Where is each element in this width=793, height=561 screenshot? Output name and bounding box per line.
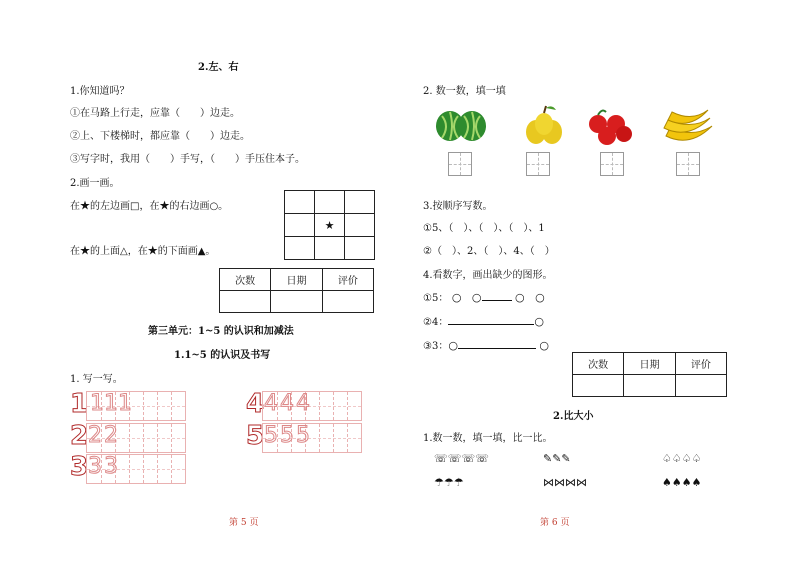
digit-trace: 4 — [264, 391, 278, 416]
eval-cell[interactable] — [271, 291, 322, 313]
q1-title: 1.你知道吗？ — [70, 86, 130, 97]
compare-q1: 1.数一数，填一填，比一比。 — [423, 433, 553, 444]
spade-outline-icon: ♤♤♤♤ — [662, 452, 702, 465]
left-eval-table — [219, 268, 374, 313]
grid-star: ★ — [315, 214, 345, 237]
digit-trace: 1 — [104, 391, 118, 416]
eval-header: 次数 — [573, 353, 624, 375]
umbrella-icon: ☂☂☂ — [434, 476, 464, 489]
eval-header: 日期 — [271, 269, 322, 291]
fruit-illustrations — [428, 104, 718, 148]
q2-line-1: 在★的左边画□，在★的右边画○。 — [70, 201, 229, 212]
q2-line-2: 在★的上面△，在★的下面画▲。 — [70, 246, 216, 257]
eval-cell[interactable] — [675, 375, 726, 397]
q1-item-3: ③写字时，我用（ ）手写，（ ）手压住本子。 — [70, 154, 305, 165]
r-q3-line-2: ②（ ）、2、（ ）、4、（ ） — [423, 246, 555, 257]
digit-model: 3 — [70, 452, 89, 482]
q1-item-2: ②上、下楼梯时，都应靠（ ）边走。 — [70, 131, 250, 142]
q4-row-3: ③3：○ ○ — [423, 339, 550, 352]
digit-trace: 1 — [118, 391, 132, 416]
digit-trace: 1 — [90, 391, 104, 416]
left-page-number: 第 5 页 — [229, 518, 259, 528]
right-page-number: 第 6 页 — [540, 518, 570, 528]
q2-title: 2.画一画。 — [70, 178, 120, 189]
r-q3-title: 3.按顺序写数。 — [423, 201, 493, 212]
q4-label: ②4： — [423, 317, 449, 328]
right-eval-table — [572, 352, 727, 397]
eval-header: 评价 — [675, 353, 726, 375]
q4-row-1: ①5： ○ ○ ○ ○ — [423, 291, 545, 304]
bowtie-icon: ⋈⋈⋈⋈ — [543, 476, 587, 489]
digit-trace: 5 — [280, 423, 294, 448]
grid-cell[interactable] — [285, 191, 315, 214]
answer-line[interactable] — [458, 338, 536, 349]
grid-cell[interactable] — [345, 191, 375, 214]
count-box[interactable] — [676, 152, 700, 176]
spade-icon: ♠♠♠♠ — [662, 476, 702, 489]
eval-cell[interactable] — [624, 375, 675, 397]
grid-cell[interactable] — [315, 237, 345, 260]
compare-title: 2.比大小 — [553, 411, 594, 422]
r-q3-line-1: ①5、（ ）、（ ）、（ ）、1 — [423, 223, 545, 234]
unit-title: 第三单元：1~5 的认识和加减法 — [148, 326, 294, 337]
count-box[interactable] — [526, 152, 550, 176]
count-box[interactable] — [600, 152, 624, 176]
banana-icon — [664, 110, 712, 140]
digit-model: 1 — [70, 389, 89, 419]
digit-model: 2 — [70, 421, 89, 451]
write-title: 1. 写一写。 — [70, 374, 123, 385]
eval-header: 日期 — [624, 353, 675, 375]
grid-cell[interactable] — [285, 237, 315, 260]
digit-trace: 2 — [88, 423, 102, 448]
q4-row-2: ②4： ○ — [423, 315, 544, 328]
digit-trace: 4 — [296, 391, 310, 416]
q1-item-1: ①在马路上行走，应靠（ ）边走。 — [70, 108, 240, 119]
eval-header: 次数 — [220, 269, 271, 291]
grid-cell[interactable] — [345, 237, 375, 260]
count-box[interactable] — [448, 152, 472, 176]
apple-icon — [589, 111, 632, 145]
eval-cell[interactable] — [322, 291, 373, 313]
section-title: 1.1~5 的认识及书写 — [174, 350, 271, 361]
answer-line[interactable] — [448, 314, 534, 325]
pear-icon — [526, 106, 562, 144]
digit-model: 4 — [246, 389, 265, 419]
eval-cell[interactable] — [220, 291, 271, 313]
draw-grid — [284, 190, 375, 260]
r-q4-title: 4.看数字，画出缺少的图形。 — [423, 270, 553, 281]
digit-trace: 3 — [88, 454, 102, 479]
pencil-icon: ✎✎✎ — [543, 452, 571, 465]
eval-header: 评价 — [322, 269, 373, 291]
grid-cell[interactable] — [315, 191, 345, 214]
answer-line[interactable] — [482, 290, 512, 301]
eval-cell[interactable] — [573, 375, 624, 397]
digit-trace: 5 — [264, 423, 278, 448]
grid-cell[interactable] — [345, 214, 375, 237]
digit-trace: 2 — [104, 423, 118, 448]
grid-cell[interactable] — [285, 214, 315, 237]
left-page-title: 2.左、右 — [198, 62, 239, 73]
digit-trace: 3 — [104, 454, 118, 479]
q4-label: ①5： — [423, 293, 449, 304]
watermelon-icon — [436, 111, 486, 141]
digit-model: 5 — [246, 421, 265, 451]
r-q2-title: 2. 数一数，填一填 — [423, 86, 506, 97]
digit-trace: 5 — [296, 423, 310, 448]
digit-trace: 4 — [280, 391, 294, 416]
phone-icon: ☏☏☏☏ — [434, 452, 490, 465]
q4-label: ③3： — [423, 341, 449, 352]
